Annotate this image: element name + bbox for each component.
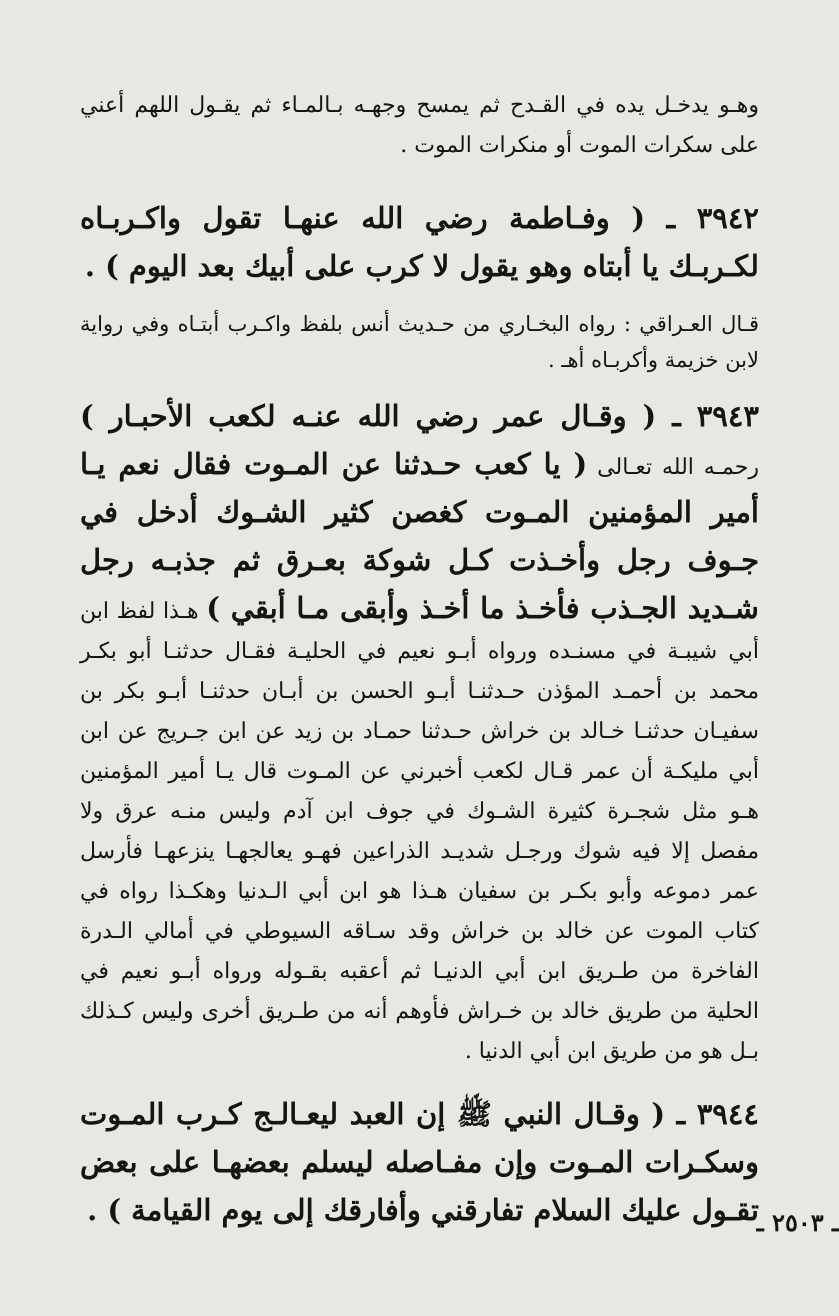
hadith-3943-commentary: هـذا لفظ ابن أبي شيبـة في مسنـده ورواه أبـو نعيم في الحليـة فقـال حدثنـا أبو بكـر محمد بن أحمـد المؤذن حـدثنـا أبـو الحسن بن أبـان حدثنـا أبـو بكر بن سفيـان حدثنـا خـالد بن خراش حـدثنا حمـاد بن زيد عن ابن جـريج عن ابن أبي مليكـة أن عمر قـال لكعب أخبرني عن المـوت قال يـا أمير المؤمنين هـو مثل شجـرة كثيرة الشـوك في جوف ابن آدم وليس منـه عرق ولا مفصل إلا فيه شوك ورجـل شديـد الذراعين فهـو يعالجهـا ينزعهـا فأرسل عمر دموعه وأبو بكـر بن سفيان هـذا هو ابن أبي الـدنيا وهكـذا رواه في كتاب الموت عن خالد بن خراش وقد سـاقه السيوطي في أمالي الـدرة الفاخرة من طـريق ابن أبي الدنيـا ثم أعقبه بقـوله ورواه أبـو نعيم في الحلية من طريق خالد بن خـراش فأوهم أنه من طـريق أخرى وليس كـذلك بـل هو من طريق ابن أبي الدنيا . [80, 599, 759, 1064]
hadith-3942: ٣٩٤٢ ـ ( وفـاطمة رضي الله عنهـا تقول واكـربـاه لكـربـك يا أبتاه وهو يقول لا كرب على أبيك بعد اليوم ) . [80, 201, 759, 283]
hadith-3943-lead: ٣٩٤٣ ـ ( وقـال عمر رضي الله عنـه لكعب الأحبـار ) [80, 399, 759, 433]
intro-paragraph: وهـو يدخـل يده في القـدح ثم يمسح وجهـه بـالمـاء ثم يقـول اللهم أعني على سكرات الموت أو منكرات الموت . [80, 93, 759, 158]
hadith-3943 [80, 392, 759, 1072]
page-number: ـ ٢٥٠٣ ـ [756, 1208, 839, 1237]
hadith-3943-quote: ( يا كعب حـدثنا عن المـوت فقال نعم يـا أمير المؤمنين المـوت كغصن كثير الشـوك أدخل في جـوف رجل وأخـذت كـل شوكة بعـرق ثم جذبـه رجل شـديد الجـذب فأخـذ ما أخـذ وأبقى مـا أبقي ) [80, 447, 759, 625]
hadith-3943-honorific: رحمـه الله تعـالى [587, 455, 759, 480]
note-3942: قـال العـراقي : رواه البخـاري من حـديث أنس بلفظ واكـرب أبتـاه وفي رواية لابن خزيمة وأكربـاه أهـ . [80, 312, 759, 372]
hadith-3944: ٣٩٤٤ ـ ( وقـال النبي ﷺ إن العبد ليعـالـج كـرب المـوت وسكـرات المـوت وإن مفـاصله ليسلم بعضهـا على بعض تقـول عليك السلام تفارقني وأفارقك إلى يوم القيامة ) . [80, 1097, 759, 1227]
